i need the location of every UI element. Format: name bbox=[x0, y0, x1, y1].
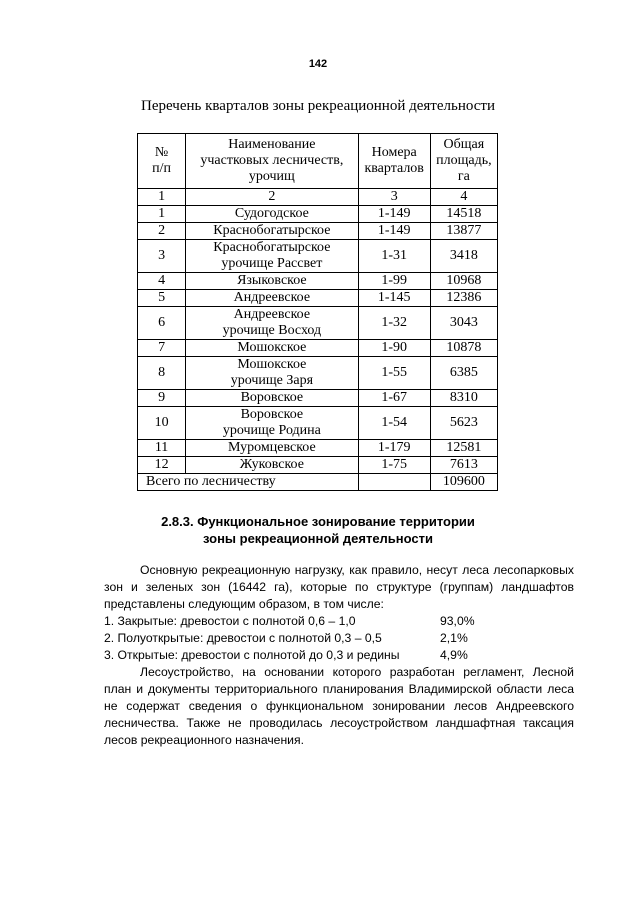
list-item-label: 2. Полуоткрытые: древостои с полнотой 0,3 – 0,5 bbox=[104, 631, 382, 645]
table-row bbox=[138, 340, 498, 357]
header-number: № п/п bbox=[138, 134, 186, 189]
table-row bbox=[138, 440, 498, 457]
forestry-name: Мошокское урочище Заря bbox=[186, 357, 358, 390]
forestry-name: Языковское bbox=[186, 273, 358, 290]
table-row bbox=[138, 223, 498, 240]
area-value: 10878 bbox=[430, 340, 497, 357]
area-value: 8310 bbox=[430, 390, 497, 407]
area-value: 7613 bbox=[430, 457, 497, 474]
index-row bbox=[138, 189, 498, 206]
quarter-numbers: 1-32 bbox=[358, 307, 430, 340]
row-number: 6 bbox=[138, 307, 186, 340]
list-item-percent: 93,0% bbox=[440, 614, 475, 628]
paragraph-1: Основную рекреационную нагрузку, как правило, несут леса лесопарковых зон и зеленых зон (16442 га), которые по структуре (группам) ландшафтов представлены следующим образом, в том числе: bbox=[104, 563, 574, 611]
row-number: 4 bbox=[138, 273, 186, 290]
row-number: 7 bbox=[138, 340, 186, 357]
index-cell: 2 bbox=[186, 189, 358, 206]
quarter-numbers: 1-31 bbox=[358, 240, 430, 273]
table-row bbox=[138, 206, 498, 223]
area-value: 12386 bbox=[430, 290, 497, 307]
quarter-numbers: 1-55 bbox=[358, 357, 430, 390]
row-number: 12 bbox=[138, 457, 186, 474]
row-number: 2 bbox=[138, 223, 186, 240]
section-heading: 2.8.3. Функциональное зонирование территории зоны рекреационной деятельности bbox=[161, 514, 475, 546]
table-header-row bbox=[138, 134, 498, 189]
table-row bbox=[138, 390, 498, 407]
area-value: 5623 bbox=[430, 407, 497, 440]
area-value: 3418 bbox=[430, 240, 497, 273]
index-cell: 1 bbox=[138, 189, 186, 206]
quarter-numbers: 1-149 bbox=[358, 223, 430, 240]
table-row bbox=[138, 457, 498, 474]
area-value: 3043 bbox=[430, 307, 497, 340]
total-label: Всего по лесничеству bbox=[138, 474, 359, 491]
table-row bbox=[138, 273, 498, 290]
list-item-percent: 2,1% bbox=[440, 631, 468, 645]
row-number: 8 bbox=[138, 357, 186, 390]
row-number: 11 bbox=[138, 440, 186, 457]
table-row bbox=[138, 357, 498, 390]
list-item-label: 1. Закрытые: древостои с полнотой 0,6 – 1,0 bbox=[104, 614, 356, 628]
row-number: 5 bbox=[138, 290, 186, 307]
forestry-name: Судогодское bbox=[186, 206, 358, 223]
body-text bbox=[104, 562, 574, 749]
forestry-name: Жуковское bbox=[186, 457, 358, 474]
quarter-numbers: 1-67 bbox=[358, 390, 430, 407]
quarters-table bbox=[137, 133, 498, 491]
quarter-numbers: 1-75 bbox=[358, 457, 430, 474]
table-row bbox=[138, 290, 498, 307]
header-name: Наименование участковых лесничеств, урочищ bbox=[186, 134, 358, 189]
row-number: 9 bbox=[138, 390, 186, 407]
list-item-percent: 4,9% bbox=[440, 648, 468, 662]
row-number: 1 bbox=[138, 206, 186, 223]
area-value: 12581 bbox=[430, 440, 497, 457]
table-title: Перечень кварталов зоны рекреационной деятельности bbox=[141, 98, 495, 114]
forestry-name: Краснобогатырское урочище Рассвет bbox=[186, 240, 358, 273]
total-empty-cell bbox=[358, 474, 430, 491]
quarter-numbers: 1-99 bbox=[358, 273, 430, 290]
table-row bbox=[138, 307, 498, 340]
quarter-numbers: 1-179 bbox=[358, 440, 430, 457]
index-cell: 4 bbox=[430, 189, 497, 206]
total-row bbox=[138, 474, 498, 491]
list-item bbox=[104, 630, 574, 647]
quarter-numbers: 1-54 bbox=[358, 407, 430, 440]
index-cell: 3 bbox=[358, 189, 430, 206]
forestry-name: Андреевское bbox=[186, 290, 358, 307]
total-area: 109600 bbox=[430, 474, 497, 491]
area-value: 13877 bbox=[430, 223, 497, 240]
forestry-name: Муромцевское bbox=[186, 440, 358, 457]
forestry-name: Андреевское урочище Восход bbox=[186, 307, 358, 340]
forestry-name: Воровское урочище Родина bbox=[186, 407, 358, 440]
area-value: 14518 bbox=[430, 206, 497, 223]
list-item-label: 3. Открытые: древостои с полнотой до 0,3 и редины bbox=[104, 648, 400, 662]
table-row bbox=[138, 240, 498, 273]
page-number: 142 bbox=[308, 58, 328, 70]
header-quarters: Номера кварталов bbox=[358, 134, 430, 189]
table-row bbox=[138, 407, 498, 440]
list-item bbox=[104, 613, 574, 630]
row-number: 10 bbox=[138, 407, 186, 440]
quarter-numbers: 1-90 bbox=[358, 340, 430, 357]
quarter-numbers: 1-149 bbox=[358, 206, 430, 223]
forestry-name: Мошокское bbox=[186, 340, 358, 357]
quarter-numbers: 1-145 bbox=[358, 290, 430, 307]
forestry-name: Краснобогатырское bbox=[186, 223, 358, 240]
row-number: 3 bbox=[138, 240, 186, 273]
paragraph-2: Лесоустройство, на основании которого разработан регламент, Лесной план и документы территориального планирования Владимирской области леса не содержат сведения о функциональном зонировании лесов Андреевского лесничества. Также не проводилась лесоустройством ландшафтная таксация лесов рекреационного назначения. bbox=[104, 665, 574, 747]
area-value: 6385 bbox=[430, 357, 497, 390]
list-item bbox=[104, 647, 574, 664]
forestry-name: Воровское bbox=[186, 390, 358, 407]
area-value: 10968 bbox=[430, 273, 497, 290]
header-area: Общая площадь, га bbox=[430, 134, 497, 189]
